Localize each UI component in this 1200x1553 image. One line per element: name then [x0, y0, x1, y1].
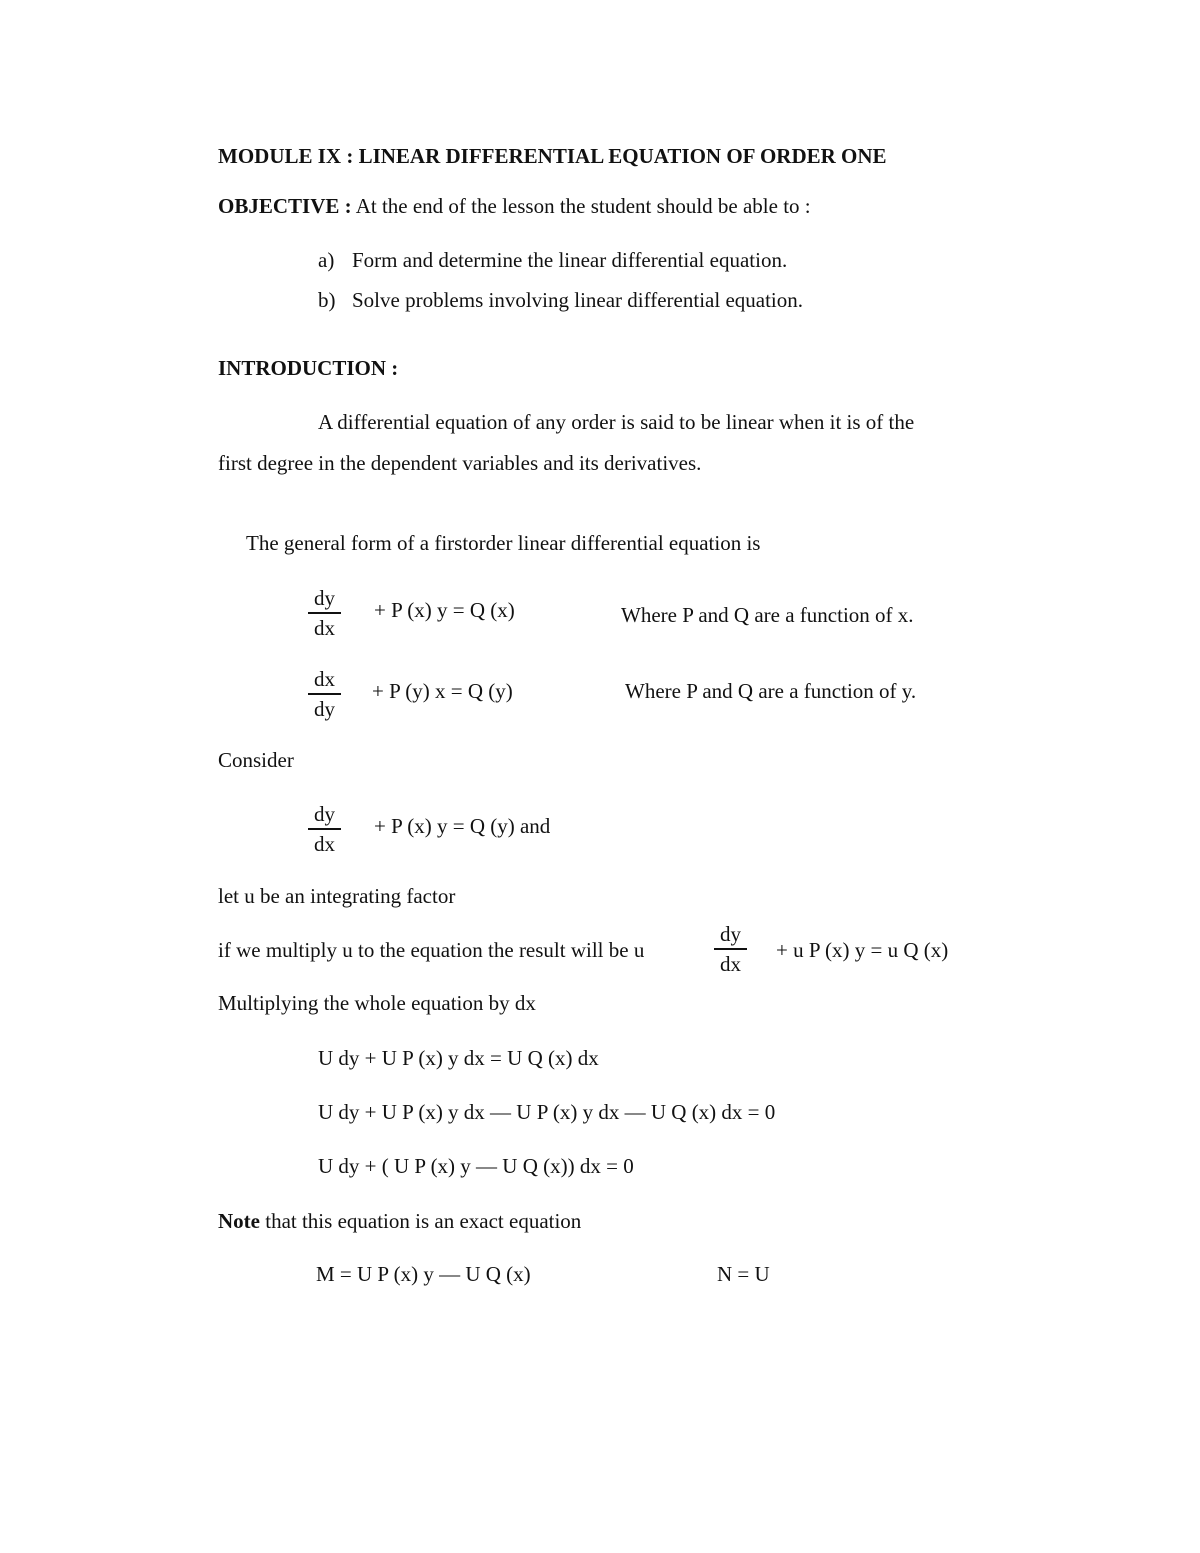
fraction-denominator: dx [720, 952, 741, 976]
fraction-denominator: dy [314, 697, 335, 721]
n-equation: N = U [717, 1262, 770, 1286]
intro-paragraph-line-1: A differential equation of any order is said to be linear when it is of the [318, 410, 915, 434]
m-equation: M = U P (x) y — U Q (x) [316, 1262, 531, 1286]
consider-label: Consider [218, 748, 294, 772]
equation-2-note: Where P and Q are a function of y. [625, 679, 917, 703]
intro-paragraph-line-2: first degree in the dependent variables and its derivatives. [218, 451, 702, 475]
objective-item-a [318, 248, 788, 272]
step-equation-1: U dy + U P (x) y dx = U Q (x) dx [318, 1046, 599, 1070]
introduction-heading: INTRODUCTION : [218, 356, 399, 380]
list-marker: a) [318, 248, 335, 272]
multiply-u-equation-rhs: + u P (x) y = u Q (x) [776, 938, 949, 962]
multiply-u-line: if we multiply u to the equation the result will be u [218, 938, 645, 962]
note-text: that this equation is an exact equation [259, 1209, 582, 1233]
equation-1-note: Where P and Q are a function of x. [621, 603, 914, 627]
fraction-dy-dx [714, 924, 747, 975]
fraction-numerator: dy [714, 924, 747, 950]
objective-text: At the end of the lesson the student should be able to : [351, 194, 811, 218]
objective-item-b [318, 288, 804, 312]
fraction-dx-dy [308, 669, 341, 720]
note-label: Note [218, 1209, 260, 1233]
fraction-numerator: dy [308, 588, 341, 614]
equation-1-rhs: + P (x) y = Q (x) [374, 598, 515, 622]
list-item-text: Solve problems involving linear differential equation. [352, 288, 804, 312]
step-equation-2: U dy + U P (x) y dx — U P (x) y dx — U Q (x) dx = 0 [318, 1100, 776, 1124]
fraction-denominator: dx [314, 832, 335, 856]
equation-2-rhs: + P (y) x = Q (y) [372, 679, 513, 703]
list-marker: b) [318, 288, 336, 312]
module-title: MODULE IX : LINEAR DIFFERENTIAL EQUATION OF ORDER ONE [218, 144, 887, 168]
fraction-dy-dx [308, 804, 341, 855]
consider-equation-rhs: + P (x) y = Q (y) and [374, 814, 551, 838]
list-item-text: Form and determine the linear differential equation. [352, 248, 788, 272]
note-line [218, 1211, 581, 1232]
fraction-denominator: dx [314, 616, 335, 640]
multiply-dx-line: Multiplying the whole equation by dx [218, 991, 536, 1015]
step-equation-3: U dy + ( U P (x) y — U Q (x)) dx = 0 [318, 1154, 634, 1178]
general-form-text: The general form of a firstorder linear differential equation is [246, 531, 761, 555]
integrating-factor-line: let u be an integrating factor [218, 884, 456, 908]
fraction-numerator: dy [308, 804, 341, 830]
fraction-dy-dx [308, 588, 341, 639]
fraction-numerator: dx [308, 669, 341, 695]
objective-line [218, 196, 811, 217]
objective-label: OBJECTIVE : [218, 194, 352, 218]
